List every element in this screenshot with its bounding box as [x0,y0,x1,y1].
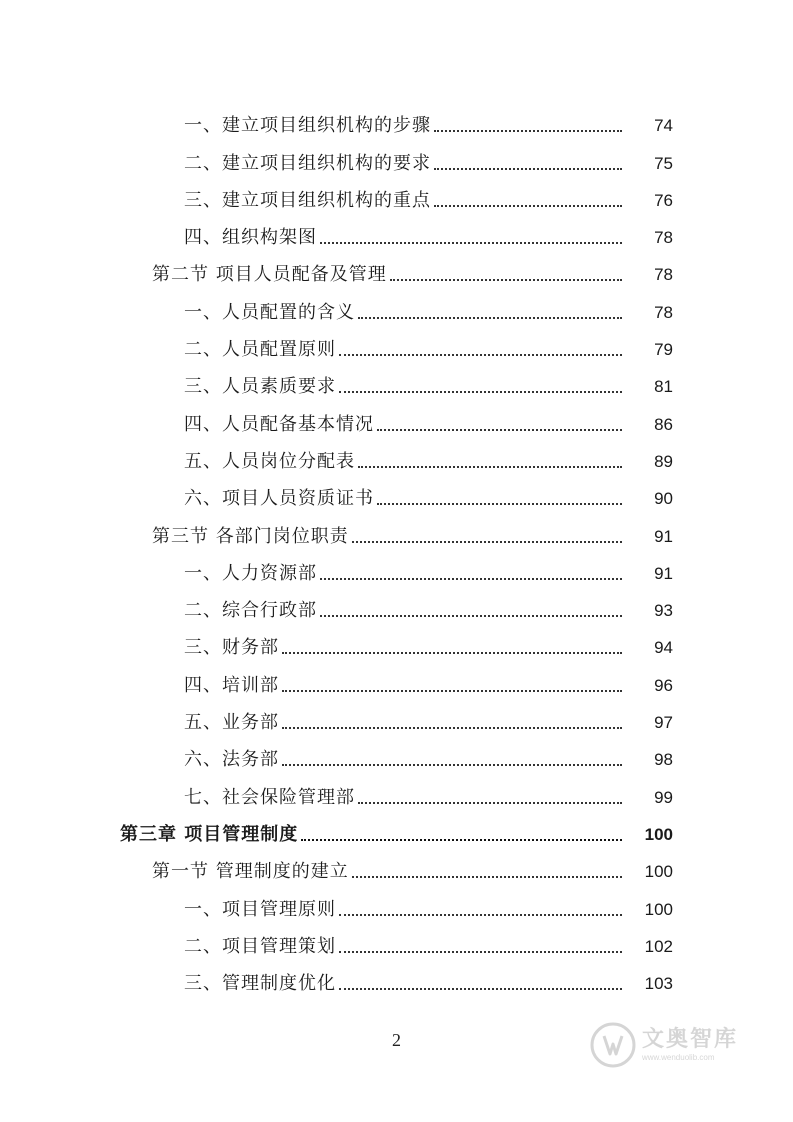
toc-dot-leader [434,168,622,170]
toc-entry-page: 97 [654,713,673,733]
toc-entry[interactable] [0,325,793,362]
toc-entry-title: 二、综合行政部 [184,600,317,622]
toc-entry[interactable] [0,884,793,921]
toc-entry[interactable] [0,138,793,175]
watermark-url: www.wenduolib.com [642,1053,715,1062]
toc-entry-page: 89 [654,451,673,471]
watermark-name: 文奥智库 [642,1027,739,1052]
toc-entry-title: 第三章 项目管理制度 [120,823,299,845]
toc-entry[interactable] [0,287,793,324]
toc-entry-page: 78 [654,265,673,285]
toc-dot-leader [377,429,622,431]
toc-dot-leader [339,988,622,990]
toc-entry-page: 93 [654,601,673,621]
toc-entry[interactable] [0,698,793,735]
toc-entry-title: 一、项目管理原则 [184,898,336,920]
toc-dot-leader [358,466,622,468]
toc-entry-title: 三、财务部 [184,637,279,659]
toc-entry[interactable] [0,213,793,250]
toc-entry[interactable] [0,810,793,847]
toc-dot-leader [301,839,622,841]
toc-entry-page: 74 [654,116,673,136]
toc-entry[interactable] [0,176,793,213]
toc-entry-title: 三、管理制度优化 [184,973,336,995]
toc-entry[interactable] [0,101,793,138]
toc-entry-title: 第二节 项目人员配备及管理 [152,264,387,286]
toc-entry-title: 四、人员配备基本情况 [184,413,374,435]
toc-entry[interactable] [0,660,793,697]
toc-entry-title: 七、社会保险管理部 [184,786,355,808]
toc-entry-title: 三、人员素质要求 [184,376,336,398]
toc-entry[interactable] [0,772,793,809]
toc-dot-leader [434,205,622,207]
toc-entry-page: 99 [654,787,673,807]
toc-entry[interactable] [0,959,793,996]
page-number: 2 [392,1030,401,1050]
toc-entry-page: 102 [644,936,673,956]
toc-entry-page: 79 [654,340,673,360]
toc-entry[interactable] [0,549,793,586]
toc-entry[interactable] [0,847,793,884]
toc-entry-page: 94 [654,638,673,658]
toc-entry-page: 90 [654,489,673,509]
toc-entry-title: 二、项目管理策划 [184,935,336,957]
watermark [590,1020,760,1070]
toc-entry-page: 81 [654,377,673,397]
toc-dot-leader [282,727,622,729]
toc-dot-leader [339,354,622,356]
toc-entry-title: 六、项目人员资质证书 [184,488,374,510]
toc-dot-leader [352,541,622,543]
toc-dot-leader [339,391,622,393]
toc-dot-leader [358,802,622,804]
toc-entry-page: 86 [654,414,673,434]
toc-entry-page: 75 [654,153,673,173]
toc-entry[interactable] [0,250,793,287]
toc-entry-page: 100 [644,862,673,882]
toc-dot-leader [320,578,622,580]
toc-entry[interactable] [0,922,793,959]
toc-dot-leader [282,652,622,654]
toc-entry-title: 六、法务部 [184,749,279,771]
toc-dot-leader [320,242,622,244]
toc-entry-page: 78 [654,302,673,322]
toc-entry[interactable] [0,399,793,436]
toc-entry-page: 98 [654,750,673,770]
toc-dot-leader [339,951,622,953]
toc-entry-title: 一、建立项目组织机构的步骤 [184,115,431,137]
toc-entry-title: 二、人员配置原则 [184,339,336,361]
toc-entry[interactable] [0,437,793,474]
toc-entry-title: 第一节 管理制度的建立 [152,861,349,883]
toc-dot-leader [358,317,622,319]
toc-entry-title: 一、人力资源部 [184,562,317,584]
toc-entry-page: 96 [654,675,673,695]
toc-dot-leader [282,690,622,692]
toc-entry-title: 五、人员岗位分配表 [184,450,355,472]
toc-entry-page: 78 [654,228,673,248]
toc-dot-leader [377,503,622,505]
toc-entry-title: 一、人员配置的含义 [184,301,355,323]
toc-entry[interactable] [0,474,793,511]
toc-dot-leader [434,130,622,132]
toc-entry-title: 二、建立项目组织机构的要求 [184,152,431,174]
toc-entry-page: 103 [644,974,673,994]
toc-entry-page: 91 [654,563,673,583]
table-of-contents [0,101,793,996]
watermark-logo-icon [590,1022,636,1068]
toc-dot-leader [390,279,622,281]
toc-entry-title: 四、组织构架图 [184,227,317,249]
toc-entry-title: 五、业务部 [184,712,279,734]
toc-entry-title: 四、培训部 [184,674,279,696]
toc-dot-leader [282,764,622,766]
toc-entry[interactable] [0,511,793,548]
toc-entry-page: 91 [654,526,673,546]
toc-entry[interactable] [0,623,793,660]
toc-dot-leader [339,914,622,916]
toc-entry[interactable] [0,362,793,399]
toc-dot-leader [320,615,622,617]
toc-entry-page: 76 [654,190,673,210]
toc-entry[interactable] [0,735,793,772]
toc-entry-page: 100 [644,899,673,919]
toc-entry-page: 100 [644,824,673,844]
toc-entry-title: 第三节 各部门岗位职责 [152,525,349,547]
toc-entry[interactable] [0,586,793,623]
toc-entry-title: 三、建立项目组织机构的重点 [184,189,431,211]
toc-dot-leader [352,876,622,878]
